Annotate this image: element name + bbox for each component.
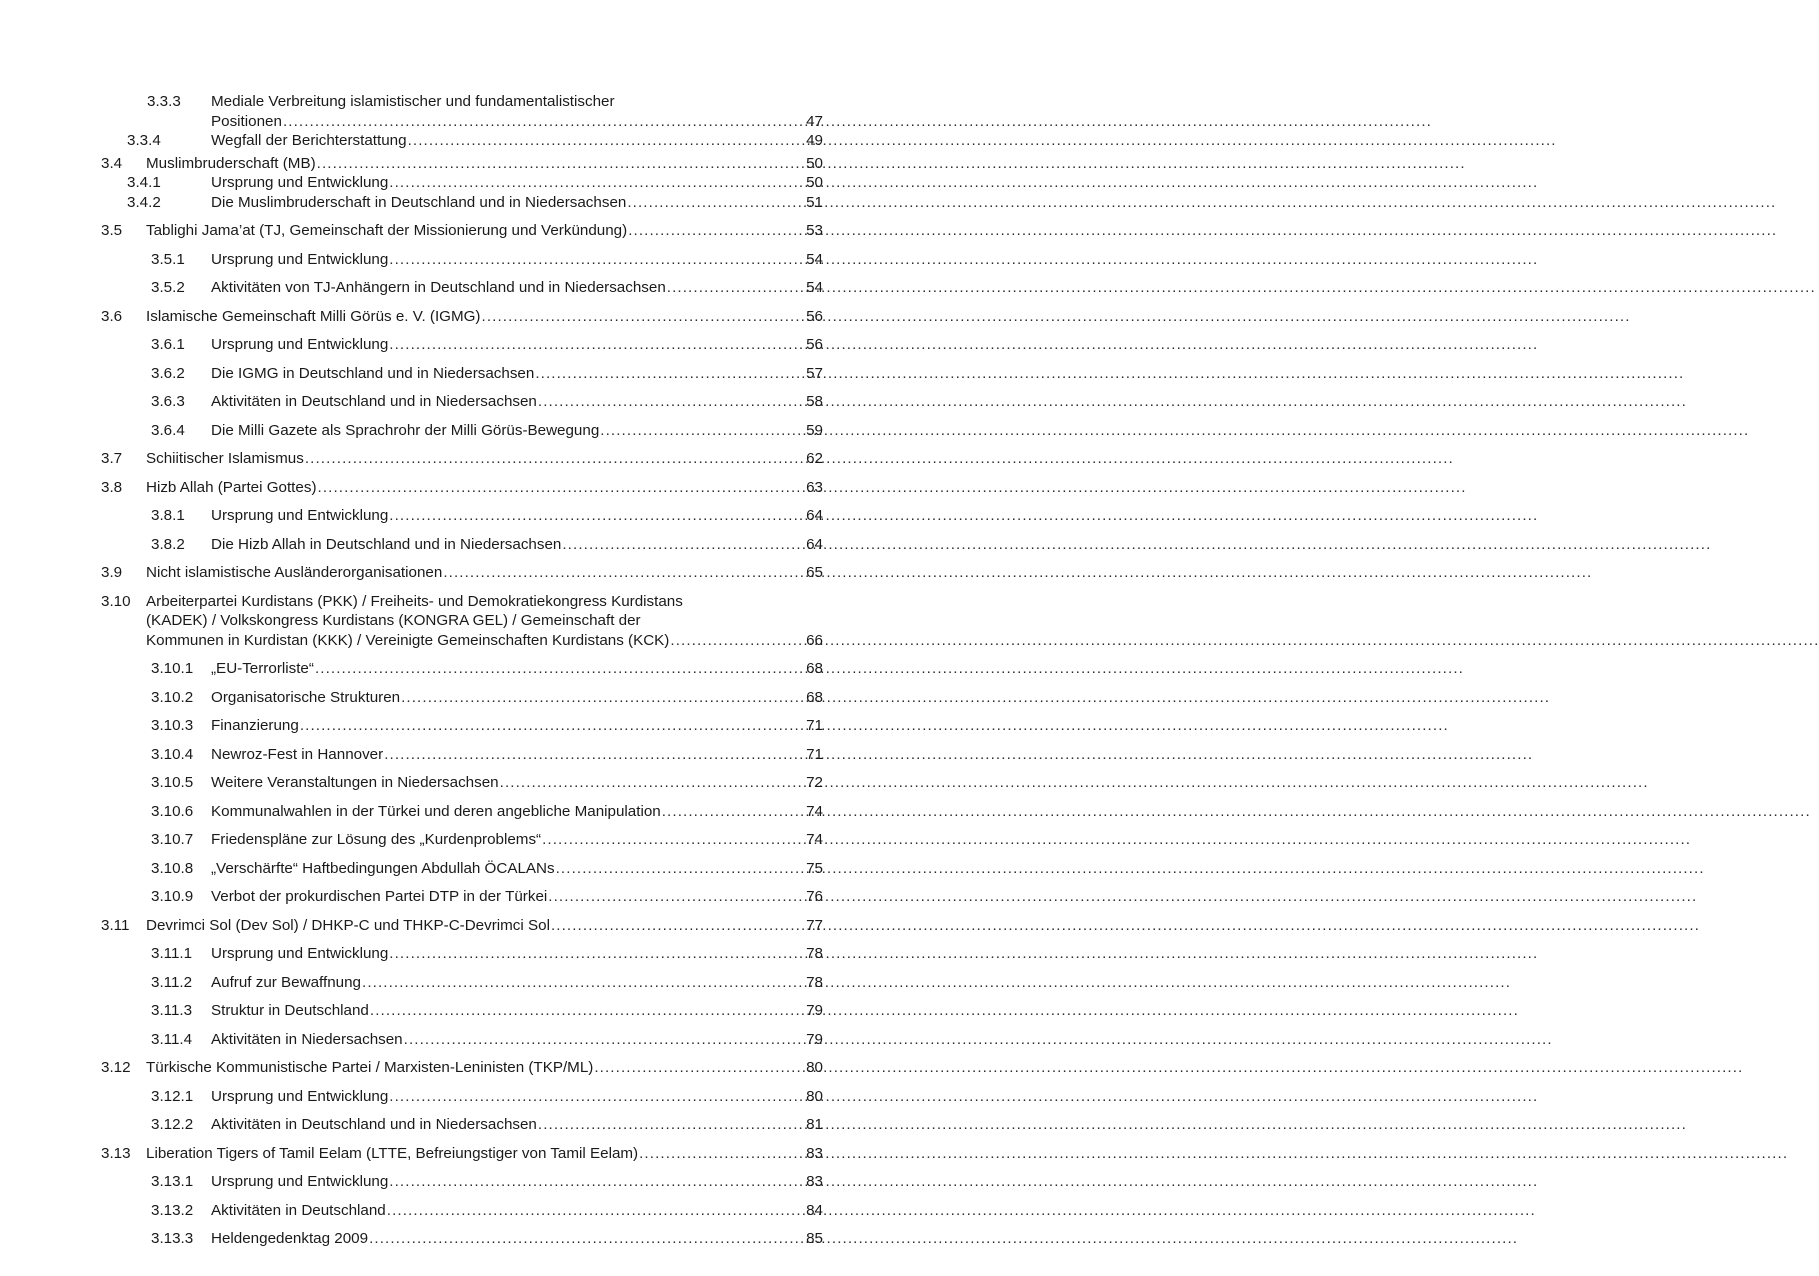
toc-entry-page: 79 xyxy=(806,1030,823,1048)
dot-leader xyxy=(443,563,795,583)
toc-entry-title: Finanzierung xyxy=(211,717,299,734)
toc-entry[interactable] xyxy=(101,278,823,298)
toc-entry-body xyxy=(211,112,823,132)
toc-entry[interactable] xyxy=(101,364,823,384)
toc-entry-page: 57 xyxy=(806,364,823,382)
toc-entry-number: 3.8.1 xyxy=(151,507,185,524)
dot-leader xyxy=(389,506,795,526)
toc-entry-number: 3.6 xyxy=(101,307,123,325)
toc-entry-body xyxy=(211,859,823,879)
toc-entry-title-line3: Kommunen in Kurdistan (KKK) / Vereinigte Gemeinschaften Kurdistans (KCK) xyxy=(146,631,670,649)
dot-leader xyxy=(548,887,795,907)
toc-entry[interactable] xyxy=(101,154,823,174)
toc-entry-page: 83 xyxy=(806,1144,823,1162)
toc-entry[interactable] xyxy=(101,973,823,993)
toc-entry-number: 3.7 xyxy=(101,450,123,467)
toc-entry-page: 75 xyxy=(806,859,823,877)
toc-entry-number: 3.11.1 xyxy=(151,945,193,962)
dot-leader xyxy=(639,1144,795,1164)
toc-entry-body xyxy=(211,830,823,850)
toc-entry-title: Ursprung und Entwicklung xyxy=(211,336,389,353)
toc-entry-title: Hizb Allah (Partei Gottes) xyxy=(146,478,317,496)
toc-entry-body xyxy=(211,173,823,193)
toc-entry-title: Nicht islamistische Ausländerorganisationen xyxy=(146,564,443,581)
toc-entry-title: Ursprung und Entwicklung xyxy=(211,174,389,191)
toc-entry-page: 81 xyxy=(806,1116,823,1133)
toc-entry-page: 74 xyxy=(806,802,823,820)
toc-entry-title: Heldengedenktag 2009 xyxy=(211,1230,369,1247)
dot-leader xyxy=(283,112,795,132)
toc-entry-number: 3.5.1 xyxy=(151,250,185,268)
toc-entry-number: 3.8 xyxy=(101,478,123,496)
toc-entry[interactable] xyxy=(101,688,823,708)
dot-leader xyxy=(389,1172,795,1192)
dot-leader xyxy=(401,688,795,708)
dot-leader xyxy=(389,335,795,355)
toc-entry-number: 3.13.3 xyxy=(151,1230,194,1247)
toc-entry-number: 3.12.2 xyxy=(151,1116,194,1133)
toc-entry-title: Tablighi Jama’at (TJ, Gemeinschaft der Missionierung und Verkündung) xyxy=(146,222,628,239)
toc-entry-number: 3.11.4 xyxy=(151,1030,193,1048)
toc-entry-page: 71 xyxy=(806,745,823,763)
toc-entry-number: 3.10.8 xyxy=(151,859,194,877)
dot-leader xyxy=(370,1001,795,1021)
toc-entry-body xyxy=(211,278,823,298)
toc-entry[interactable] xyxy=(101,592,823,612)
toc-entry-title-line1: Arbeiterpartei Kurdistans (PKK) / Freiheits- und Demokratiekongress Kurdistans xyxy=(146,592,683,610)
dot-leader xyxy=(404,1030,795,1050)
toc-entry-body xyxy=(211,1172,823,1192)
toc-entry[interactable] xyxy=(101,506,823,526)
toc-entry-title: Aktivitäten von TJ-Anhängern in Deutschland und in Niedersachsen xyxy=(211,279,666,296)
toc-entry-number: 3.10.2 xyxy=(151,688,194,706)
toc-entry-title: Aktivitäten in Deutschland und in Niedersachsen xyxy=(211,1116,537,1133)
toc-entry-title: Schiitischer Islamismus xyxy=(146,450,304,467)
dot-leader xyxy=(389,250,795,270)
toc-entry-page: 54 xyxy=(806,250,823,268)
toc-entry-number: 3.8.2 xyxy=(151,535,185,553)
toc-entry-page: 78 xyxy=(806,973,823,991)
toc-entry-page: 84 xyxy=(806,1201,823,1219)
toc-entry-title: Friedenspläne zur Lösung des „Kurdenproblems“ xyxy=(211,831,542,848)
toc-entry-page: 74 xyxy=(806,831,823,848)
toc-entry-title: „EU-Terrorliste“ xyxy=(211,660,314,677)
toc-entry-page: 68 xyxy=(806,688,823,706)
toc-entry-number: 3.10.3 xyxy=(151,717,194,734)
toc-entry-title: „Verschärfte“ Haftbedingungen Abdullah ÖCALANs xyxy=(211,859,555,877)
dot-leader xyxy=(300,716,795,736)
toc-entry[interactable] xyxy=(101,830,823,850)
toc-entry-page: 63 xyxy=(806,478,823,496)
toc-entry-title: Mediale Verbreitung islamistischer und fundamentalistischer xyxy=(211,93,615,110)
toc-entry[interactable] xyxy=(101,773,823,793)
toc-entry[interactable] xyxy=(101,173,823,193)
dot-leader xyxy=(389,173,795,193)
toc-entry-number: 3.6.1 xyxy=(151,336,185,353)
toc-entry-number: 3.13 xyxy=(101,1144,131,1162)
toc-entry-body xyxy=(211,250,823,270)
toc-entry[interactable] xyxy=(101,944,823,964)
toc-entry[interactable] xyxy=(101,307,823,327)
dot-leader xyxy=(369,1229,795,1249)
toc-entry-title: Ursprung und Entwicklung xyxy=(211,1173,389,1190)
toc-entry-body xyxy=(211,802,823,822)
toc-entry-number: 3.13.2 xyxy=(151,1201,194,1219)
toc-entry-page: 56 xyxy=(806,336,823,353)
toc-entry-body xyxy=(211,973,823,993)
toc-entry-title: Organisatorische Strukturen xyxy=(211,688,401,706)
toc-entry-number: 3.4.1 xyxy=(127,174,161,191)
toc-entry[interactable] xyxy=(101,887,823,907)
toc-entry-number: 3.5.2 xyxy=(151,279,185,296)
toc-entry-body xyxy=(211,506,823,526)
toc-entry-title: Die Milli Gazete als Sprachrohr der Milli Görüs-Bewegung xyxy=(211,421,600,439)
toc-entry-page: 47 xyxy=(806,112,823,130)
toc-entry-title: Struktur in Deutschland xyxy=(211,1002,369,1019)
toc-entry-body xyxy=(146,478,823,498)
toc-entry[interactable] xyxy=(101,335,823,355)
dot-leader xyxy=(535,364,795,384)
toc-entry-page: 76 xyxy=(806,888,823,905)
toc-entry-page: 59 xyxy=(806,421,823,439)
toc-entry-number: 3.9 xyxy=(101,564,123,581)
toc-entry-page: 62 xyxy=(806,450,823,467)
toc-entry-body xyxy=(211,1115,823,1135)
toc-entry[interactable] xyxy=(101,1115,823,1135)
dot-leader xyxy=(667,278,795,298)
dot-leader xyxy=(556,859,795,879)
toc-entry-number: 3.3.3 xyxy=(147,93,181,110)
dot-leader xyxy=(305,449,795,469)
toc-entry-body xyxy=(211,1087,823,1107)
toc-entry-page: 71 xyxy=(806,717,823,734)
toc-entry-number: 3.11.3 xyxy=(151,1002,193,1019)
toc-entry-number: 3.4 xyxy=(101,154,123,172)
toc-entry[interactable] xyxy=(101,535,823,555)
toc-entry-number: 3.4.2 xyxy=(127,193,161,211)
dot-leader xyxy=(538,392,795,412)
dot-leader xyxy=(594,1058,795,1078)
dot-leader xyxy=(389,944,795,964)
toc-entry-page: 77 xyxy=(806,916,823,934)
toc-entry[interactable] xyxy=(101,563,823,583)
dot-leader xyxy=(482,307,796,327)
toc-entry-page: 80 xyxy=(806,1059,823,1076)
toc-entry-title: Devrimci Sol (Dev Sol) / DHKP-C und THKP-C-Devrimci Sol xyxy=(146,916,550,934)
toc-entry-number: 3.10.1 xyxy=(151,660,194,677)
toc-entry-body xyxy=(146,592,823,612)
toc-entry-page: 53 xyxy=(806,222,823,239)
toc-entry-body xyxy=(211,1030,823,1050)
dot-leader xyxy=(318,478,795,498)
dot-leader xyxy=(562,535,795,555)
toc-entry-title: Ursprung und Entwicklung xyxy=(211,1087,389,1105)
toc-entry-page: 49 xyxy=(806,132,823,149)
toc-entry-number: 3.10.6 xyxy=(151,802,194,820)
toc-entry-title: Ursprung und Entwicklung xyxy=(211,945,389,962)
toc-entry[interactable] xyxy=(101,916,823,936)
toc-entry[interactable] xyxy=(101,92,823,112)
toc-entry-body xyxy=(146,611,823,631)
toc-entry-number: 3.10.4 xyxy=(151,745,194,763)
toc-entry[interactable] xyxy=(101,659,823,679)
toc-entry-number: 3.10.7 xyxy=(151,831,194,848)
toc-entry-page: 64 xyxy=(806,507,823,524)
dot-leader xyxy=(662,802,795,822)
dot-leader xyxy=(551,916,795,936)
toc-entry-body xyxy=(146,916,823,936)
toc-entry[interactable] xyxy=(101,131,823,151)
dot-leader xyxy=(389,1087,795,1107)
dot-leader xyxy=(542,830,795,850)
toc-entry-number: 3.6.2 xyxy=(151,364,185,382)
toc-entry-body xyxy=(211,364,823,384)
dot-leader xyxy=(670,631,795,651)
toc-entry-number: 3.10 xyxy=(101,592,131,610)
toc-entry-body xyxy=(211,1229,823,1249)
toc-entry-body xyxy=(146,1144,823,1164)
toc-entry-number: 3.3.4 xyxy=(127,132,161,149)
toc-entry-number: 3.6.4 xyxy=(151,421,185,439)
table-of-contents xyxy=(101,92,823,1249)
toc-entry-number: 3.11.2 xyxy=(151,973,193,991)
toc-entry-body xyxy=(146,631,823,651)
toc-entry-title: Kommunalwahlen in der Türkei und deren angebliche Manipulation xyxy=(211,802,661,820)
toc-entry-title: Ursprung und Entwicklung xyxy=(211,250,389,268)
toc-entry[interactable] xyxy=(101,716,823,736)
toc-entry[interactable] xyxy=(101,1201,823,1221)
dot-leader xyxy=(500,773,795,793)
toc-entry[interactable] xyxy=(101,1229,823,1249)
toc-entry-body xyxy=(211,745,823,765)
toc-entry-title: Wegfall der Berichterstattung xyxy=(211,132,407,149)
toc-entry-number: 3.12.1 xyxy=(151,1087,194,1105)
dot-leader xyxy=(384,745,795,765)
toc-entry-body xyxy=(211,92,823,112)
toc-entry-continuation[interactable] xyxy=(101,112,823,132)
toc-entry[interactable] xyxy=(101,802,823,822)
toc-entry[interactable] xyxy=(101,478,823,498)
toc-entry-title-line2: Positionen xyxy=(211,112,282,130)
dot-leader xyxy=(387,1201,795,1221)
toc-entry-page: 58 xyxy=(806,393,823,410)
toc-entry-body xyxy=(211,659,823,679)
toc-entry-title: Newroz-Fest in Hannover xyxy=(211,745,384,763)
toc-entry-body xyxy=(211,193,823,213)
toc-entry[interactable] xyxy=(101,1144,823,1164)
toc-entry-title: Aufruf zur Bewaffnung xyxy=(211,973,361,991)
toc-entry-body xyxy=(211,887,823,907)
toc-entry-page: 54 xyxy=(806,279,823,296)
toc-entry[interactable] xyxy=(101,221,823,241)
toc-entry[interactable] xyxy=(101,745,823,765)
dot-leader xyxy=(317,154,795,174)
toc-entry[interactable] xyxy=(101,1058,823,1078)
toc-entry-body xyxy=(146,307,823,327)
toc-entry-body xyxy=(211,773,823,793)
toc-entry-page: 79 xyxy=(806,1002,823,1019)
toc-entry-number: 3.5 xyxy=(101,222,123,239)
toc-entry-page: 50 xyxy=(806,174,823,191)
toc-entry-page: 66 xyxy=(806,631,823,649)
toc-entry[interactable] xyxy=(101,1172,823,1192)
toc-entry[interactable] xyxy=(101,859,823,879)
toc-entry-body xyxy=(211,421,823,441)
dot-leader xyxy=(538,1115,795,1135)
toc-entry-number: 3.11 xyxy=(101,916,130,934)
toc-entry-title: Verbot der prokurdischen Partei DTP in der Türkei xyxy=(211,888,548,905)
dot-leader xyxy=(600,421,795,441)
toc-entry-title: Liberation Tigers of Tamil Eelam (LTTE, Befreiungstiger von Tamil Eelam) xyxy=(146,1144,639,1162)
dot-leader xyxy=(408,131,795,151)
toc-entry-title: Muslimbruderschaft (MB) xyxy=(146,154,316,172)
toc-entry[interactable] xyxy=(101,1001,823,1021)
toc-entry-title: Weitere Veranstaltungen in Niedersachsen xyxy=(211,774,499,791)
toc-entry-continuation[interactable] xyxy=(101,631,823,651)
toc-entry-body xyxy=(211,716,823,736)
dot-leader xyxy=(315,659,795,679)
toc-entry-title: Die Hizb Allah in Deutschland und in Niedersachsen xyxy=(211,535,562,553)
toc-entry-title: Ursprung und Entwicklung xyxy=(211,507,389,524)
toc-entry-body xyxy=(146,221,823,241)
toc-entry[interactable] xyxy=(101,421,823,441)
toc-entry-body xyxy=(211,688,823,708)
toc-entry-page: 51 xyxy=(806,193,823,211)
toc-entry-body xyxy=(146,449,823,469)
toc-entry-page: 65 xyxy=(806,564,823,581)
toc-entry-title: Aktivitäten in Niedersachsen xyxy=(211,1030,403,1048)
toc-entry-title: Türkische Kommunistische Partei / Marxisten-Leninisten (TKP/ML) xyxy=(146,1059,594,1076)
toc-entry-number: 3.6.3 xyxy=(151,393,185,410)
toc-entry-number: 3.12 xyxy=(101,1059,131,1076)
toc-entry-title: Aktivitäten in Deutschland xyxy=(211,1201,386,1219)
toc-entry-title: Die IGMG in Deutschland und in Niedersachsen xyxy=(211,364,535,382)
toc-entry-body xyxy=(211,335,823,355)
toc-entry[interactable] xyxy=(101,392,823,412)
toc-entry-title: Die Muslimbruderschaft in Deutschland und in Niedersachsen xyxy=(211,193,627,211)
toc-entry-page: 85 xyxy=(806,1230,823,1247)
toc-entry-body xyxy=(146,1058,823,1078)
toc-entry-body xyxy=(146,154,823,174)
toc-entry-body xyxy=(211,131,823,151)
toc-entry[interactable] xyxy=(101,1030,823,1050)
toc-entry-page: 78 xyxy=(806,945,823,962)
toc-entry[interactable] xyxy=(101,1087,823,1107)
toc-entry-title: Aktivitäten in Deutschland und in Niedersachsen xyxy=(211,393,537,410)
toc-entry-page: 64 xyxy=(806,535,823,553)
toc-entry-body xyxy=(211,392,823,412)
toc-entry-title: Islamische Gemeinschaft Milli Görüs e. V. (IGMG) xyxy=(146,307,481,325)
toc-entry-body xyxy=(211,944,823,964)
toc-entry[interactable] xyxy=(101,449,823,469)
toc-entry-number: 3.10.5 xyxy=(151,774,194,791)
toc-entry-page: 56 xyxy=(806,307,823,325)
toc-entry-body xyxy=(211,535,823,555)
toc-entry[interactable] xyxy=(101,193,823,213)
toc-entry-number: 3.10.9 xyxy=(151,888,194,905)
toc-entry-page: 80 xyxy=(806,1087,823,1105)
toc-entry-title-line2: (KADEK) / Volkskongress Kurdistans (KONGRA GEL) / Gemeinschaft der xyxy=(146,612,641,629)
toc-entry-number: 3.13.1 xyxy=(151,1173,194,1190)
dot-leader xyxy=(627,193,795,213)
toc-entry-body xyxy=(211,1001,823,1021)
toc-entry-page: 68 xyxy=(806,660,823,677)
toc-entry-page: 83 xyxy=(806,1173,823,1190)
toc-entry-continuation[interactable] xyxy=(101,611,823,631)
toc-entry-page: 72 xyxy=(806,774,823,791)
toc-entry-body xyxy=(146,563,823,583)
dot-leader xyxy=(628,221,795,241)
toc-entry[interactable] xyxy=(101,250,823,270)
toc-entry-body xyxy=(211,1201,823,1221)
dot-leader xyxy=(362,973,795,993)
toc-entry-page: 50 xyxy=(806,154,823,172)
